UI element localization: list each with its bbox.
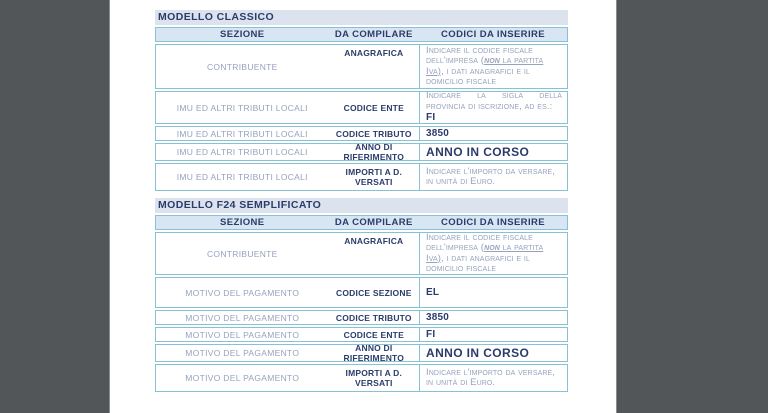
- codici-value: FI: [426, 328, 436, 340]
- codici-da-inserire-cell: [419, 127, 567, 140]
- table-row: [155, 143, 568, 161]
- codici-description-segment: , i dati anagrafici e il domicilio fiscale: [426, 252, 530, 274]
- codici-da-inserire-cell: [419, 328, 567, 341]
- table-modello-f24-semplificato: [155, 198, 568, 392]
- column-header-codici-da-inserire: CODICI DA INSERIRE: [441, 217, 545, 228]
- codici-description-segment: la partita Iva): [426, 242, 544, 264]
- table-row: [155, 277, 568, 308]
- table-header-row: [155, 27, 568, 42]
- codici-description-segment: Indicare il codice fiscale dell'impresa (: [426, 45, 533, 66]
- codici-description: [426, 233, 562, 274]
- document-page: [110, 0, 616, 413]
- sezione-cell: MOTIVO DEL PAGAMENTO: [185, 348, 300, 358]
- column-header-sezione: SEZIONE: [220, 217, 265, 228]
- da-compilare-cell: ANAGRAFICA: [344, 236, 404, 246]
- codici-description: [426, 46, 562, 88]
- da-compilare-cell: CODICE ENTE: [343, 329, 404, 340]
- codici-value: FI: [426, 112, 436, 123]
- table-body: [155, 44, 568, 191]
- codici-value: 3850: [426, 311, 450, 323]
- codici-value: EL: [426, 286, 440, 298]
- table-row: [155, 91, 568, 124]
- table-row: [155, 232, 568, 275]
- codici-description: [426, 368, 562, 389]
- codici-da-inserire-cell: [419, 233, 567, 274]
- codici-description-segment: , i dati anagrafici e il domicilio fiscale: [426, 65, 530, 87]
- column-header-da-compilare: DA COMPILARE: [334, 29, 413, 40]
- table-row: [155, 310, 568, 325]
- table-body: [155, 232, 568, 392]
- page-content: [155, 10, 568, 392]
- codici-description-segment: Indicare l'importo da versare, in unità di Euro.: [426, 165, 556, 187]
- codici-description-segment: la partita Iva): [426, 55, 544, 77]
- table-row: [155, 327, 568, 342]
- codici-da-inserire-cell: [419, 144, 567, 160]
- sezione-cell: MOTIVO DEL PAGAMENTO: [185, 373, 300, 383]
- codici-description-segment: non: [484, 242, 500, 253]
- codici-description: [426, 167, 562, 188]
- da-compilare-cell: CODICE ENTE: [343, 102, 404, 113]
- codici-description-segment: Indicare il codice fiscale dell'impresa (: [426, 233, 533, 253]
- sezione-cell: IMU ED ALTRI TRIBUTI LOCALI: [176, 147, 308, 157]
- codici-da-inserire-cell: [419, 365, 567, 391]
- codici-description-segment: non: [484, 55, 500, 66]
- da-compilare-cell: CODICE SEZIONE: [336, 287, 412, 298]
- codici-da-inserire-cell: [419, 164, 567, 190]
- sezione-cell: IMU ED ALTRI TRIBUTI LOCALI: [176, 102, 308, 113]
- da-compilare-cell: CODICE TRIBUTO: [335, 128, 412, 139]
- table-header-row: [155, 215, 568, 230]
- column-header-sezione: SEZIONE: [220, 29, 265, 40]
- sezione-cell: IMU ED ALTRI TRIBUTI LOCALI: [176, 172, 308, 182]
- codici-value: ANNO IN CORSO: [426, 145, 530, 159]
- codici-da-inserire-cell: [419, 311, 567, 324]
- da-compilare-cell: IMPORTI A D. VERSATI: [345, 167, 403, 187]
- sezione-cell: MOTIVO DEL PAGAMENTO: [185, 329, 300, 340]
- da-compilare-cell: ANNO DI RIFERIMENTO: [343, 142, 405, 162]
- sezione-cell: CONTRIBUENTE: [206, 61, 278, 72]
- codici-description-segment: Indicare l'importo da versare, in unità di Euro.: [426, 366, 556, 388]
- codici-da-inserire-cell: [419, 345, 567, 361]
- sezione-cell: IMU ED ALTRI TRIBUTI LOCALI: [176, 128, 308, 139]
- table-row: [155, 44, 568, 89]
- table-row: [155, 344, 568, 362]
- table-modello-classico: [155, 10, 568, 191]
- table-title: MODELLO CLASSICO: [155, 10, 568, 25]
- da-compilare-cell: ANNO DI RIFERIMENTO: [343, 343, 405, 363]
- sezione-cell: MOTIVO DEL PAGAMENTO: [185, 287, 300, 298]
- table-row: [155, 163, 568, 191]
- table-title: MODELLO F24 SEMPLIFICATO: [155, 198, 568, 213]
- codici-da-inserire-cell: [419, 92, 567, 123]
- sezione-cell: CONTRIBUENTE: [206, 248, 278, 259]
- da-compilare-cell: IMPORTI A D. VERSATI: [345, 368, 403, 388]
- codici-da-inserire-cell: [419, 278, 567, 307]
- codici-da-inserire-cell: [419, 45, 567, 88]
- column-header-da-compilare: DA COMPILARE: [334, 217, 413, 228]
- table-row: [155, 364, 568, 392]
- column-header-codici-da-inserire: CODICI DA INSERIRE: [441, 29, 545, 40]
- da-compilare-cell: ANAGRAFICA: [344, 48, 404, 58]
- sezione-cell: MOTIVO DEL PAGAMENTO: [185, 312, 300, 323]
- codici-description: Indicare la sigla della provincia di iscrizione, ad es.:: [426, 92, 562, 112]
- table-row: [155, 126, 568, 141]
- codici-value: ANNO IN CORSO: [426, 346, 530, 360]
- da-compilare-cell: CODICE TRIBUTO: [335, 312, 412, 323]
- codici-value: 3850: [426, 127, 450, 139]
